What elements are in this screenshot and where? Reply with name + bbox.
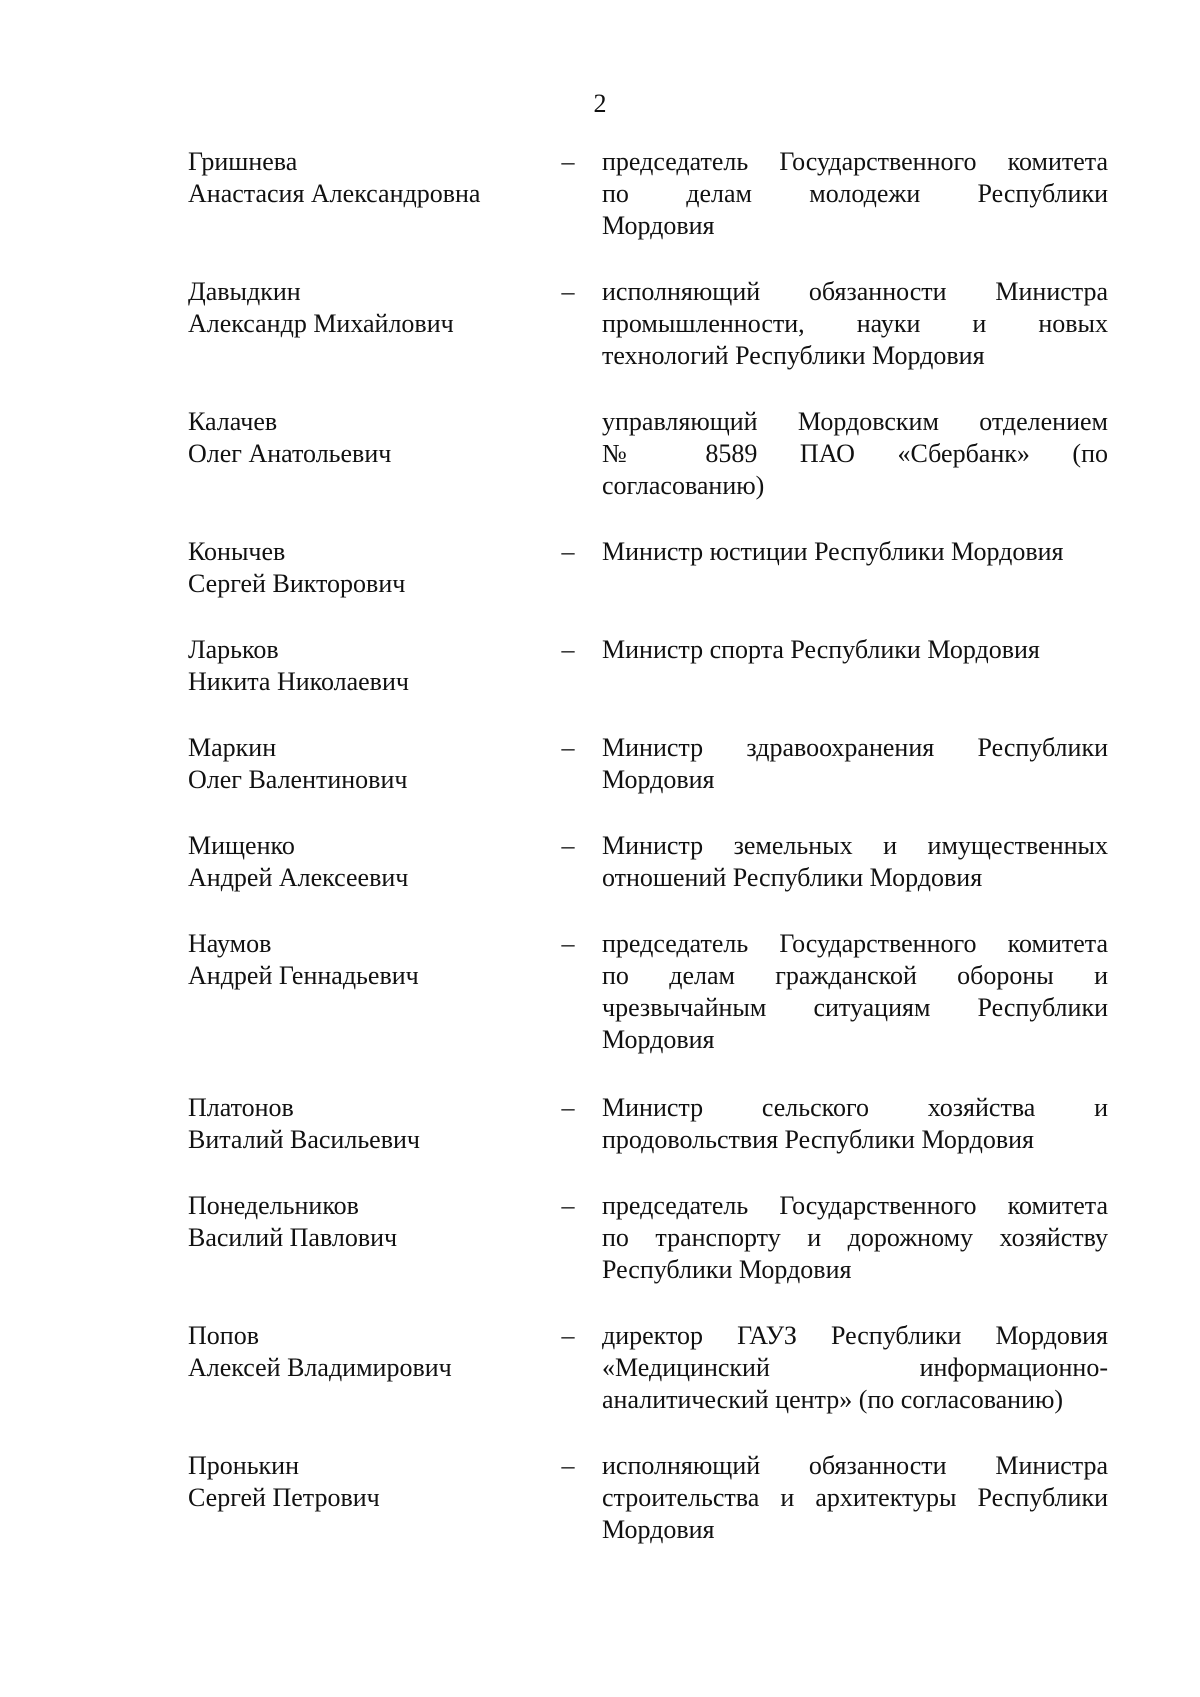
dash-separator: – [561,733,575,762]
member-surname: Ларьков [188,635,279,664]
position-line: аналитический центр» (по согласованию) [602,1385,1064,1414]
position-line: председатель Государственного комитета [602,929,1108,958]
member-position [602,276,1108,372]
member-given-names: Андрей Алексеевич [188,863,409,892]
member-name [188,830,528,894]
member-name [188,276,528,340]
member-name [188,928,528,992]
position-line: Министр сельского хозяйства и [602,1093,1108,1122]
position-line: председатель Государственного комитета [602,147,1108,176]
member-position [602,830,1108,894]
member-given-names: Олег Анатольевич [188,439,392,468]
member-surname: Давыдкин [188,277,301,306]
member-given-names: Алексей Владимирович [188,1353,452,1382]
member-surname: Калачев [188,407,278,436]
position-line: чрезвычайным ситуациям Республики [602,993,1108,1022]
member-name [188,732,528,796]
position-line: Мордовия [602,211,715,240]
member-surname: Конычев [188,537,286,566]
dash-separator: – [561,1321,575,1350]
member-surname: Понедельников [188,1191,359,1220]
position-line: управляющий Мордовским отделением [602,407,1108,436]
position-line: отношений Республики Мордовия [602,863,983,892]
dash-separator: – [561,1191,575,1220]
member-position [602,406,1108,502]
position-line: № 8589 ПАО «Сбербанк» (по [602,439,1108,468]
position-line: председатель Государственного комитета [602,1191,1108,1220]
member-given-names: Олег Валентинович [188,765,408,794]
member-surname: Пронькин [188,1451,300,1480]
member-name [188,1320,528,1384]
member-position [602,1320,1108,1416]
member-name [188,536,528,600]
dash-separator: – [561,831,575,860]
member-position [602,732,1108,796]
dash-separator: – [561,635,575,664]
position-line: строительства и архитектуры Республики [602,1483,1108,1512]
position-line: технологий Республики Мордовия [602,341,985,370]
member-given-names: Виталий Васильевич [188,1125,420,1154]
member-surname: Гришнева [188,147,298,176]
position-line: Мордовия [602,1515,715,1544]
dash-separator: – [561,537,575,566]
position-line: Мордовия [602,765,715,794]
position-line: директор ГАУЗ Республики Мордовия [602,1321,1108,1350]
position-line: по делам гражданской обороны и [602,961,1108,990]
position-line: Мордовия [602,1025,715,1054]
member-given-names: Андрей Геннадьевич [188,961,419,990]
member-name [188,1190,528,1254]
member-position [602,1450,1108,1546]
dash-separator: – [561,147,575,176]
member-position [602,536,1108,568]
member-surname: Попов [188,1321,259,1350]
position-line: Министр спорта Республики Мордовия [602,635,1040,664]
member-surname: Платонов [188,1093,294,1122]
member-name [188,1450,528,1514]
position-line: промышленности, науки и новых [602,309,1108,338]
position-line: продовольствия Республики Мордовия [602,1125,1034,1154]
position-line: Республики Мордовия [602,1255,852,1284]
member-surname: Наумов [188,929,272,958]
member-given-names: Анастасия Александровна [188,179,481,208]
member-given-names: Василий Павлович [188,1223,398,1252]
position-line: Министр здравоохранения Республики [602,733,1108,762]
member-surname: Мищенко [188,831,295,860]
member-name [188,1092,528,1156]
position-line: по транспорту и дорожному хозяйству [602,1223,1108,1252]
dash-separator: – [561,929,575,958]
member-name [188,634,528,698]
member-position [602,928,1108,1056]
dash-separator: – [561,1093,575,1122]
member-name [188,406,528,470]
position-line: согласованию) [602,471,765,500]
dash-separator: – [561,277,575,306]
member-position [602,1190,1108,1286]
member-position [602,146,1108,242]
member-given-names: Сергей Петрович [188,1483,380,1512]
member-given-names: Сергей Викторович [188,569,406,598]
position-line: исполняющий обязанности Министра [602,1451,1108,1480]
member-surname: Маркин [188,733,277,762]
member-name [188,146,528,210]
member-position [602,1092,1108,1156]
dash-separator: – [561,1451,575,1480]
member-given-names: Александр Михайлович [188,309,454,338]
position-line: исполняющий обязанности Министра [602,277,1108,306]
position-line: по делам молодежи Республики [602,179,1108,208]
position-line: Министр юстиции Республики Мордовия [602,537,1064,566]
position-line: Министр земельных и имущественных [602,831,1108,860]
member-given-names: Никита Николаевич [188,667,409,696]
position-line: «Медицинский информационно- [602,1353,1108,1382]
page-number: 2 [593,89,607,118]
member-position [602,634,1108,666]
